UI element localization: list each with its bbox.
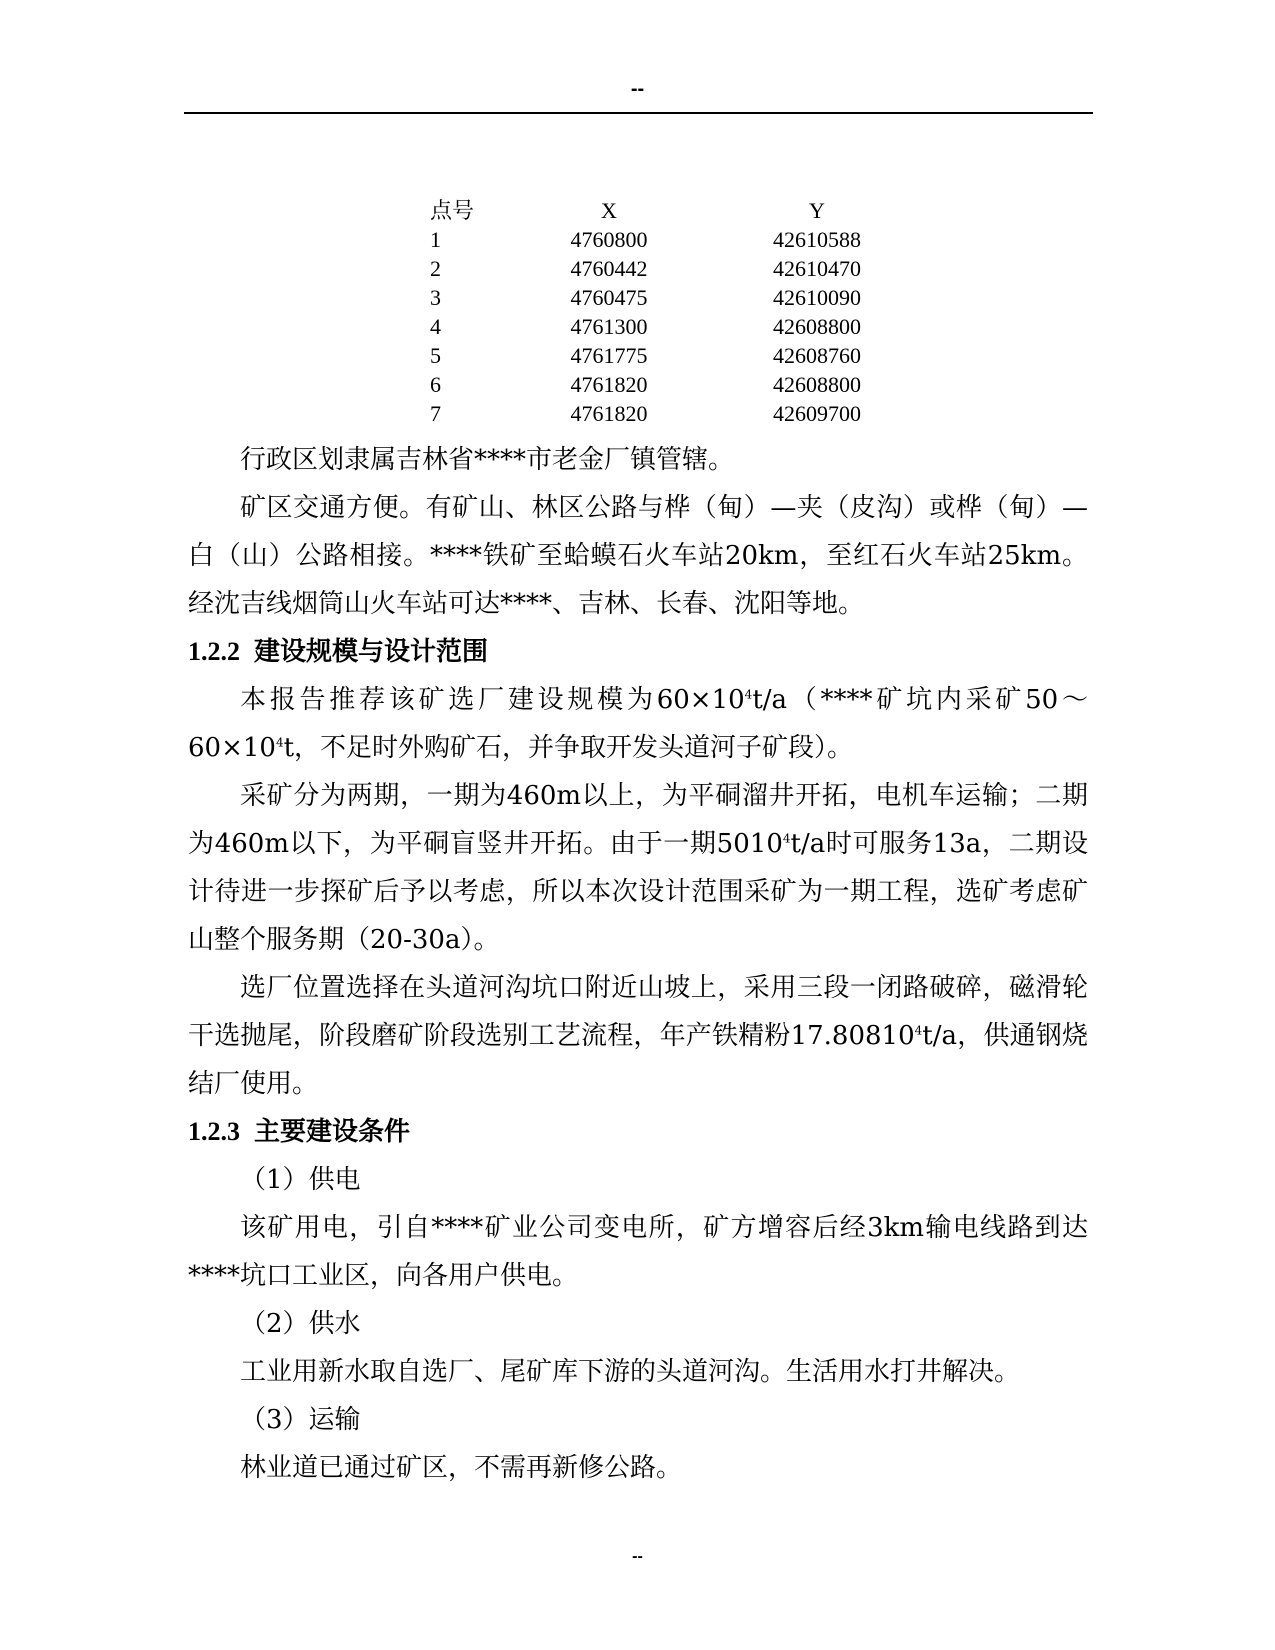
table-header-row xyxy=(430,196,921,225)
subheading-power-supply: （1）供电 xyxy=(240,1165,361,1195)
point-number: 5 xyxy=(430,343,441,368)
column-header-point: 点号 xyxy=(430,198,475,223)
column-header-y: Y xyxy=(809,198,825,223)
paragraph-admin-region: 行政区划隶属吉林省****市老金厂镇管辖。 xyxy=(240,445,735,475)
paragraph-construction-scale xyxy=(188,676,1088,772)
paragraph-plant-location xyxy=(188,964,1088,1108)
header-rule xyxy=(184,112,1093,114)
table-row xyxy=(430,254,921,283)
text-run: 选厂位置选择在头道河沟坑口附近山坡上，采用三段一闭路破碎，磁滑轮干选抛尾，阶段磨矿阶段选别工艺流程，年产铁精粉17.80810 xyxy=(188,973,1088,1051)
subheading-transport: （3）运输 xyxy=(240,1405,361,1435)
y-coordinate: 42610470 xyxy=(773,256,861,281)
x-coordinate: 4761300 xyxy=(570,314,648,339)
text-run: t/a时可服务13a，二期设计待进一步探矿后予以考虑，所以本次设计范围采矿为一期工程，选矿考虑矿山整个服务期（20-30a）。 xyxy=(188,829,1088,955)
text-run: t/a（****矿坑内采矿50～60×10 xyxy=(188,685,1088,763)
table-row xyxy=(430,399,921,428)
paragraph-transport: 林业道已通过矿区，不需再新修公路。 xyxy=(240,1453,683,1483)
point-number: 3 xyxy=(430,285,441,310)
text-run: 采矿分为两期，一期为460m以上，为平硐溜井开拓，电机车运输；二期为460m以下，为平硐盲竖井开拓。由于一期5010 xyxy=(188,781,1088,859)
point-number: 2 xyxy=(430,256,441,281)
table-row xyxy=(430,283,921,312)
page-footer-mark: -- xyxy=(632,1548,643,1565)
point-number: 6 xyxy=(430,372,441,397)
y-coordinate: 42610090 xyxy=(773,285,861,310)
section-heading-1-2-3 xyxy=(188,1108,1088,1156)
column-header-x: X xyxy=(601,198,617,223)
table-row xyxy=(430,225,921,254)
superscript: 4 xyxy=(744,687,753,702)
document-body xyxy=(188,436,1088,1492)
paragraph-transport-access: 矿区交通方便。有矿山、林区公路与桦（甸）—夹（皮沟）或桦（甸）—白（山）公路相接。****铁矿至蛤蟆石火车站20km，至红石火车站25km。经沈吉线烟筒山火车站可达****、吉林、长春、沈阳等地。 xyxy=(188,493,1088,619)
y-coordinate: 42608760 xyxy=(773,343,861,368)
x-coordinate: 4761820 xyxy=(570,401,648,426)
x-coordinate: 4760442 xyxy=(570,256,648,281)
y-coordinate: 42610588 xyxy=(773,227,861,252)
point-number: 4 xyxy=(430,314,441,339)
paragraph-water-supply: 工业用新水取自选厂、尾矿库下游的头道河沟。生活用水打井解决。 xyxy=(240,1357,1021,1387)
y-coordinate: 42608800 xyxy=(773,372,861,397)
section-heading-1-2-2 xyxy=(188,628,1088,676)
text-run: 本报告推荐该矿选厂建设规模为60×10 xyxy=(240,685,745,715)
table-row xyxy=(430,341,921,370)
superscript: 4 xyxy=(914,1023,923,1038)
page-header-mark: -- xyxy=(630,78,645,100)
coordinates-table xyxy=(430,196,921,428)
subheading-water-supply: （2）供水 xyxy=(240,1309,361,1339)
y-coordinate: 42609700 xyxy=(773,401,861,426)
superscript: 4 xyxy=(275,735,284,750)
superscript: 4 xyxy=(782,831,791,846)
section-number: 1.2.2 xyxy=(188,637,240,666)
point-number: 1 xyxy=(430,227,441,252)
point-number: 7 xyxy=(430,401,441,426)
section-number: 1.2.3 xyxy=(188,1117,240,1146)
section-title: 建设规模与设计范围 xyxy=(254,637,489,667)
x-coordinate: 4760475 xyxy=(570,285,648,310)
text-run: t，不足时外购矿石，并争取开发头道河子矿段）。 xyxy=(283,733,854,763)
table-row xyxy=(430,370,921,399)
section-title: 主要建设条件 xyxy=(254,1117,411,1147)
paragraph-power-supply: 该矿用电，引自****矿业公司变电所，矿方增容后经3km输电线路到达****坑口工业区，向各用户供电。 xyxy=(188,1213,1088,1291)
text-run: t/a，供通钢烧结厂使用。 xyxy=(188,1021,1089,1099)
x-coordinate: 4761775 xyxy=(570,343,648,368)
table-row xyxy=(430,312,921,341)
x-coordinate: 4761820 xyxy=(570,372,648,397)
x-coordinate: 4760800 xyxy=(570,227,648,252)
y-coordinate: 42608800 xyxy=(773,314,861,339)
paragraph-mining-phases xyxy=(188,772,1088,964)
